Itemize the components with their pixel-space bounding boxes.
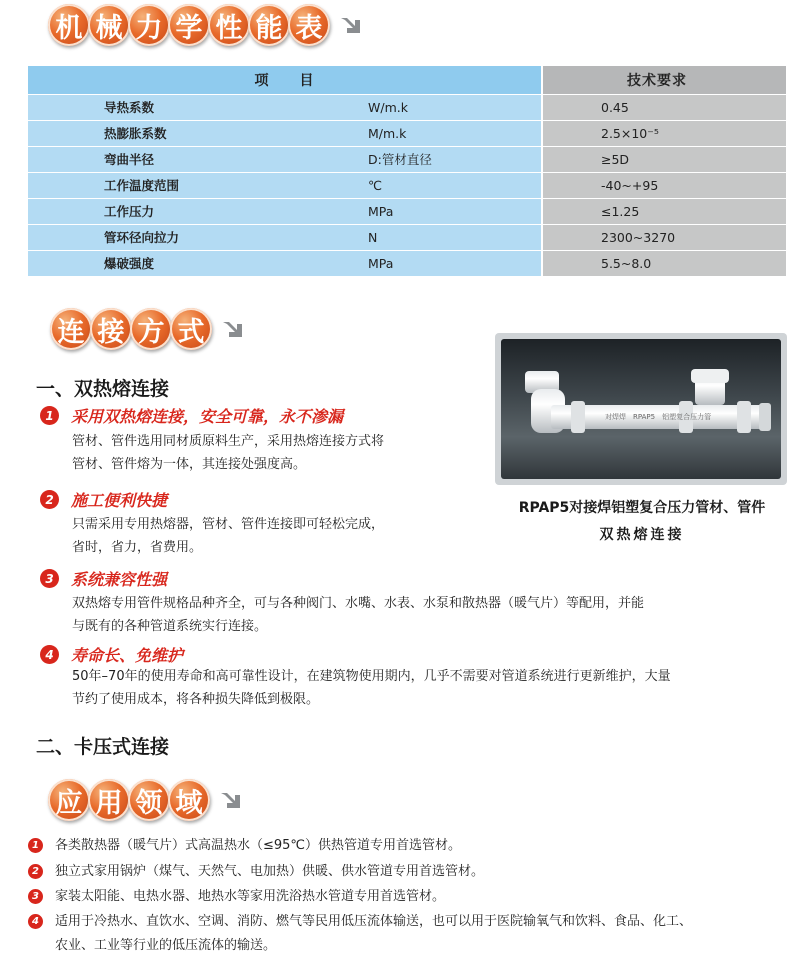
section-header-connection bbox=[50, 308, 246, 350]
property-name: 弯曲半径 bbox=[28, 146, 368, 172]
property-name: 爆破强度 bbox=[28, 250, 368, 276]
application-text: 独立式家用锅炉（煤气、天然气、电加热）供暖、供水管道专用首选管材。 bbox=[55, 864, 485, 879]
feature-title-text: 系统兼容性强 bbox=[71, 570, 168, 589]
number-badge: 2 bbox=[40, 490, 59, 509]
arrow-down-right-icon bbox=[220, 318, 246, 340]
description-line: 节约了使用成本，将各种损失降低到极限。 bbox=[72, 692, 320, 707]
title-char-badge: 接 bbox=[90, 308, 132, 350]
application-item bbox=[28, 860, 484, 884]
table-row bbox=[28, 120, 786, 146]
number-badge: 2 bbox=[28, 864, 43, 879]
property-value: -40~+95 bbox=[542, 172, 786, 198]
description-line: 双热熔专用管件规格品种齐全，可与各种阀门、水嘴、水表、水泵和散热器（暖气片）等配用，并能 bbox=[72, 596, 645, 611]
description-line: 省时，省力，省费用。 bbox=[72, 540, 203, 555]
title-char-badge: 域 bbox=[168, 779, 210, 821]
application-text: 适用于冷热水、直饮水、空调、消防、燃气等民用低压流体输送，也可以用于医院输氧气和饮料、食品、化工、 bbox=[55, 914, 693, 929]
description-line: 管材、管件选用同材质原料生产，采用热熔连接方式将 bbox=[72, 434, 385, 449]
property-value: ≥5D bbox=[542, 146, 786, 172]
arrow-down-right-icon bbox=[218, 789, 244, 811]
pipe-fitting-photo bbox=[501, 339, 781, 479]
header-item: 项 目 bbox=[28, 66, 542, 94]
title-char-badge: 方 bbox=[130, 308, 172, 350]
feature-title bbox=[40, 404, 343, 427]
table-row bbox=[28, 94, 786, 120]
property-unit: MPa bbox=[368, 250, 542, 276]
title-char-badge: 能 bbox=[248, 4, 290, 46]
feature-title-text: 寿命长、免维护 bbox=[71, 646, 184, 665]
property-unit: D:管材直径 bbox=[368, 146, 542, 172]
description-line: 50年–70年的使用寿命和高可靠性设计，在建筑物使用期内，几乎不需要对管道系统进行更新维护，大量 bbox=[72, 669, 671, 684]
property-unit: N bbox=[368, 224, 542, 250]
application-text: 家装太阳能、电热水器、地热水等家用洗浴热水管道专用首选管材。 bbox=[55, 889, 446, 904]
property-value: 2300~3270 bbox=[542, 224, 786, 250]
title-char-badge: 性 bbox=[208, 4, 250, 46]
property-unit: W/m.k bbox=[368, 94, 542, 120]
title-char-badge: 力 bbox=[128, 4, 170, 46]
subtitle-double-fusion: 一、双热熔连接 bbox=[36, 378, 170, 400]
pipe-print-text: 对焊焊 RPAP5 铝塑复合压力管 bbox=[605, 413, 712, 421]
header-requirement: 技术要求 bbox=[542, 66, 786, 94]
table-row bbox=[28, 172, 786, 198]
title-char-badge: 式 bbox=[170, 308, 212, 350]
property-value: 2.5×10⁻⁵ bbox=[542, 120, 786, 146]
caption-line: 双热熔连接 bbox=[599, 527, 685, 543]
number-badge: 3 bbox=[28, 889, 43, 904]
number-badge: 4 bbox=[28, 914, 43, 929]
subtitle-press-fit: 二、卡压式连接 bbox=[36, 736, 170, 758]
number-badge: 4 bbox=[40, 645, 59, 664]
feature-title-text: 施工便利快捷 bbox=[71, 491, 168, 510]
feature-description bbox=[72, 513, 384, 559]
feature-title bbox=[40, 488, 167, 511]
number-badge: 1 bbox=[40, 406, 59, 425]
application-text: 各类散热器（暖气片）式高温热水（≤95℃）供热管道专用首选管材。 bbox=[55, 838, 462, 853]
number-badge: 1 bbox=[28, 838, 43, 853]
title-char-badge: 械 bbox=[88, 4, 130, 46]
photo-caption bbox=[492, 495, 792, 549]
table-row bbox=[28, 146, 786, 172]
title-char-badge: 连 bbox=[50, 308, 92, 350]
property-value: 5.5~8.0 bbox=[542, 250, 786, 276]
number-badge: 3 bbox=[40, 569, 59, 588]
table-header-row bbox=[28, 66, 786, 94]
arrow-down-right-icon bbox=[338, 14, 364, 36]
feature-description bbox=[72, 430, 384, 476]
application-item bbox=[28, 885, 445, 909]
property-unit: ℃ bbox=[368, 172, 542, 198]
table-row bbox=[28, 250, 786, 276]
section-header-application bbox=[48, 779, 244, 821]
pipe-illustration bbox=[501, 339, 781, 479]
description-line: 管材、管件熔为一体，其连接处强度高。 bbox=[72, 457, 307, 472]
property-value: ≤1.25 bbox=[542, 198, 786, 224]
application-text: 农业、工业等行业的低压流体的输送。 bbox=[55, 938, 277, 953]
property-name: 热膨胀系数 bbox=[28, 120, 368, 146]
title-char-badge: 应 bbox=[48, 779, 90, 821]
section-header-mechanical bbox=[48, 4, 364, 46]
feature-title bbox=[40, 643, 183, 666]
title-char-badge: 表 bbox=[288, 4, 330, 46]
application-item bbox=[28, 834, 461, 858]
title-char-badge: 机 bbox=[48, 4, 90, 46]
feature-title bbox=[40, 567, 167, 590]
feature-description bbox=[72, 592, 644, 638]
property-name: 导热系数 bbox=[28, 94, 368, 120]
product-photo-frame bbox=[495, 333, 787, 485]
description-line: 与既有的各种管道系统实行连接。 bbox=[72, 619, 268, 634]
table-row bbox=[28, 224, 786, 250]
feature-description bbox=[72, 665, 671, 711]
table-row bbox=[28, 198, 786, 224]
application-item bbox=[28, 910, 692, 958]
title-char-badge: 用 bbox=[88, 779, 130, 821]
description-line: 只需采用专用热熔器，管材、管件连接即可轻松完成， bbox=[72, 517, 385, 532]
feature-title-text: 采用双热熔连接，安全可靠，永不渗漏 bbox=[71, 407, 344, 426]
mechanical-properties-table bbox=[28, 66, 786, 277]
property-name: 工作压力 bbox=[28, 198, 368, 224]
property-name: 工作温度范围 bbox=[28, 172, 368, 198]
property-unit: M/m.k bbox=[368, 120, 542, 146]
caption-line: RPAP5对接焊铝塑复合压力管材、管件 bbox=[518, 500, 766, 516]
property-value: 0.45 bbox=[542, 94, 786, 120]
property-unit: MPa bbox=[368, 198, 542, 224]
property-name: 管环径向拉力 bbox=[28, 224, 368, 250]
title-char-badge: 领 bbox=[128, 779, 170, 821]
title-char-badge: 学 bbox=[168, 4, 210, 46]
